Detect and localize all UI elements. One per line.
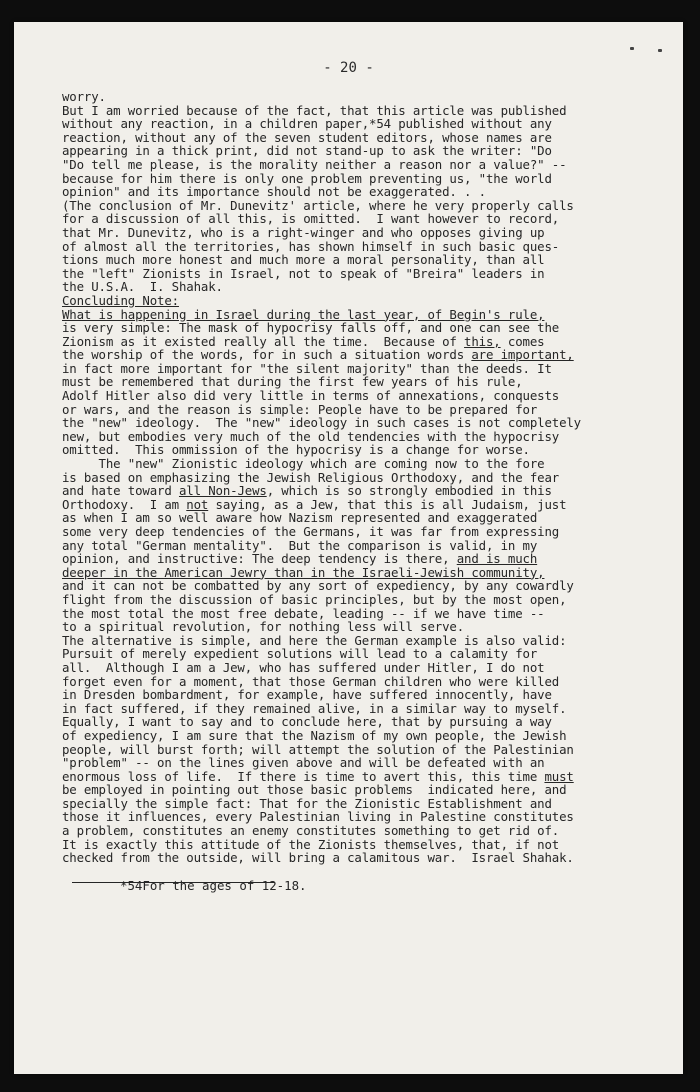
text-line: The alternative is simple, and here the German example is also valid: [62,632,567,648]
text-line: in fact suffered, if they remained alive, in a similar way to myself. [62,700,567,716]
text-line: But I am worried because of the fact, that this article was published [62,102,567,118]
text-line: Adolf Hitler also did very little in terms of annexations, conquests [62,388,560,404]
text-line: Equally, I want to say and to conclude here, that by pursuing a way [62,714,552,730]
text-line: (The conclusion of Mr. Dunevitz' article, where he very properly calls [62,197,574,213]
text-line: worry. [62,89,106,104]
text-line: specially the simple fact: That for the Zionistic Establishment and [62,795,552,811]
text-line: opinion" and its importance should not be exaggerated. . . [62,184,486,200]
text-line: the U.S.A. I. Shahak. [62,279,223,295]
text-line: Pursuit of merely expedient solutions will lead to a calamity for [62,646,538,662]
typed-body-text [62,90,672,865]
text-line: the "left" Zionists in Israel, not to speak of "Breira" leaders in [62,265,545,281]
text-line: those it influences, every Palestinian living in Palestine constitutes [62,809,574,825]
text-line: forget even for a moment, that those German children who were killed [62,673,560,689]
text-line: the worship of the words, for in such a situation words are important, [62,347,574,363]
text-line: some very deep tendencies of the Germans, it was far from expressing [62,524,560,539]
text-line: and hate toward all Non-Jews, which is so strongly embodied in this [62,483,552,499]
text-line: checked from the outside, will bring a calamitous war. Israel Shahak. [62,850,574,866]
text-line: must be remembered that during the first few years of his rule, [62,374,523,390]
text-line: omitted. This ommission of the hypocrisy is a change for worse. [62,442,530,458]
text-line: opinion, and instructive: The deep tendency is there, and is much [62,551,538,567]
text-line: for a discussion of all this, is omitted. I want however to record, [62,211,560,227]
text-line: Zionism as it existed really all the time. Because of this, comes [62,333,545,349]
text-line: What is happening in Israel during the last year, of Begin's rule, [62,306,545,322]
text-line: the most total the most free debate, leading -- if we have time -- [62,605,545,621]
text-line: without any reaction, in a children paper,*54 published without any [62,116,552,132]
text-line: as when I am so well aware how Nazism represented and exaggerated [62,510,538,526]
text-line: be employed in pointing out those basic problems indicated here, and [62,782,567,798]
text-line: It is exactly this attitude of the Zionists themselves, that, if not [62,836,560,852]
text-line: tions much more honest and much more a moral personality, than all [62,252,545,268]
text-line: is based on emphasizing the Jewish Religious Orthodoxy, and the fear [62,469,560,485]
text-line: "problem" -- on the lines given above and will be defeated with an [62,755,545,771]
text-line: deeper in the American Jewry than in the Israeli-Jewish community, [62,564,545,580]
text-line: is very simple: The mask of hypocrisy falls off, and one can see the [62,320,560,336]
page-number: - 20 - [323,60,374,76]
text-line: new, but embodies very much of the old tendencies with the hypocrisy [62,428,560,444]
text-line: in fact more important for "the silent majority" than the deeds. It [62,360,552,376]
text-line: that Mr. Dunevitz, who is a right-winger and who opposes giving up [62,224,545,240]
text-line: Orthodoxy. I am not saying, as a Jew, that this is all Judaism, just [62,496,567,512]
text-line: or wars, and the reason is simple: People have to be prepared for [62,401,538,417]
text-line: appearing in a thick print, did not stand-up to ask the writer: "Do [62,143,552,159]
text-line: to a spiritual revolution, for nothing less will serve. [62,619,465,635]
text-line: of expediency, I am sure that the Nazism of my own people, the Jewish [62,727,567,743]
text-line: in Dresden bombardment, for example, have suffered innocently, have [62,687,552,703]
text-line: reaction, without any of the seven student editors, whose names are [62,129,552,145]
text-line: Concluding Note: [62,292,179,308]
text-line: because for him there is only one problem preventing us, "the world [62,170,552,186]
text-line: a problem, constitutes an enemy constitutes something to get rid of. [62,823,560,839]
document-page [14,22,683,1074]
text-line: enormous loss of life. If there is time to avert this, this time must [62,768,574,784]
text-line: any total "German mentality". But the comparison is valid, in my [62,537,538,553]
text-line: the "new" ideology. The "new" ideology in such cases is not completely [62,415,581,431]
paper-speck [630,47,634,50]
text-line: The "new" Zionistic ideology which are coming now to the fore [62,456,545,472]
text-line: and it can not be combatted by any sort of expediency, by any cowardly [62,578,574,594]
paper-speck [658,49,662,52]
text-line: flight from the discussion of basic principles, but by the most open, [62,591,567,607]
text-line: people, will burst forth; will attempt the solution of the Palestinian [62,741,574,757]
text-line: all. Although I am a Jew, who has suffered under Hitler, I do not [62,659,545,675]
text-line: "Do tell me please, is the morality neither a reason nor a value?" -- [62,156,567,172]
text-line: of almost all the territories, has shown himself in such basic ques- [62,238,560,254]
footnote: *54For the ages of 12-18. [120,878,307,893]
